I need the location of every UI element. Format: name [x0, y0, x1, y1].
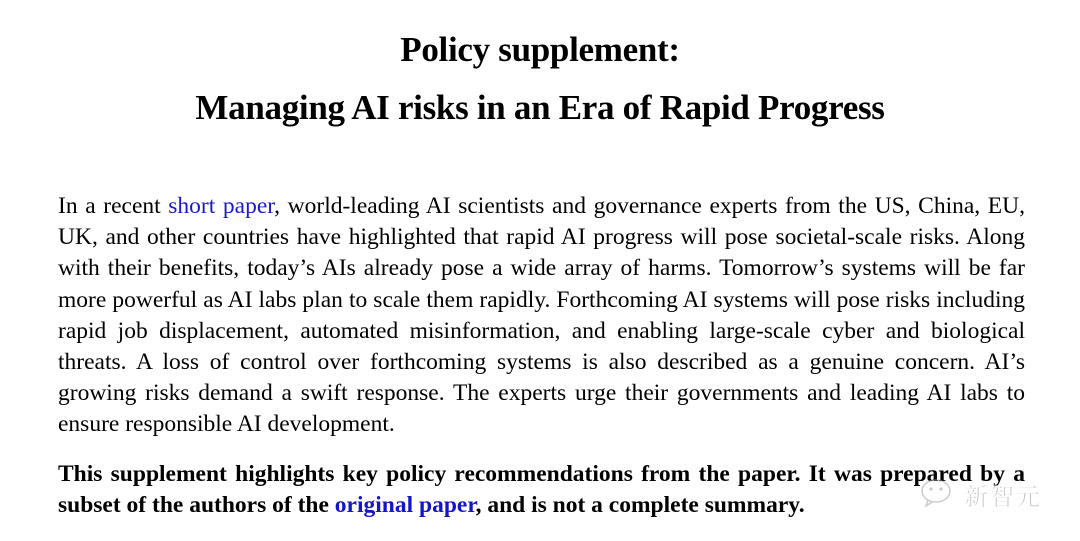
note-text-start: This supplement highlights key policy recommendations from the paper. It was prepared by a subset of the authors of the [58, 461, 1025, 519]
page-title [0, 27, 1080, 131]
note-text-end: , and is not a complete summary. [475, 492, 805, 519]
title-line-2: Managing AI risks in an Era of Rapid Progress [195, 88, 885, 127]
intro-text-start: In a recent [58, 193, 169, 219]
watermark-text: 新智元 [964, 482, 1042, 511]
intro-text-rest: , world-leading AI scientists and governance experts from the US, China, EU, UK, and other countries have highlighted that rapid AI progress will pose societal-scale risks. Along with their benefits, today’s AIs already pose a wide array of harms. Tomorrow’s systems will be far more powerful as AI labs plan to scale them rapidly. Forthcoming AI systems will pose risks including rapid job displacement, automated misinformation, and enabling large-scale cyber and biological threats. A loss of control over forthcoming systems is also described as a genuine concern. AI’s growing risks demand a swift response. The experts urge their governments and leading AI labs to ensure responsible AI development. [58, 193, 1025, 438]
supplement-note-paragraph [58, 459, 1025, 521]
title-line-1: Policy supplement: [400, 30, 680, 69]
intro-paragraph [58, 191, 1025, 441]
short-paper-link[interactable]: short paper [168, 193, 275, 219]
original-paper-link[interactable]: original paper [334, 492, 476, 519]
